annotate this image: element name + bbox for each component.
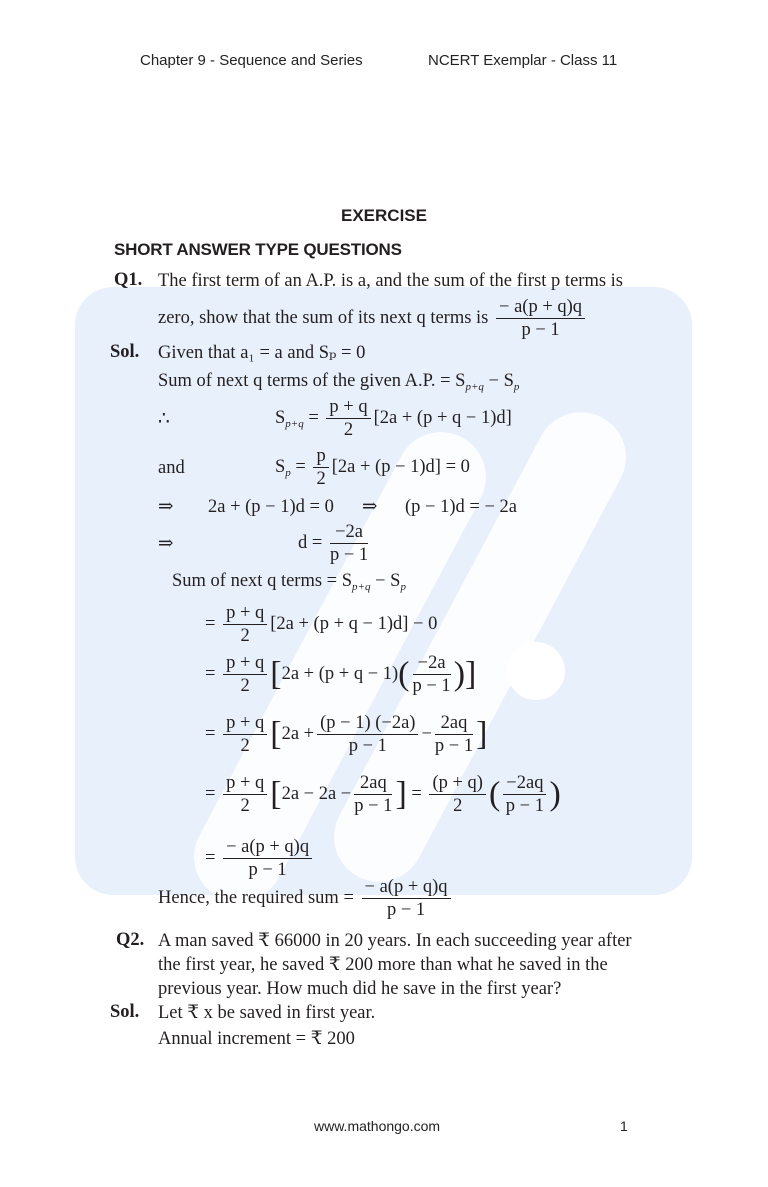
q1-text-line2: [158, 296, 588, 341]
q1-line2-text: zero, show that the sum of its next q terms is: [158, 307, 489, 328]
eq-step1: 2a + (p − 1)d = 0: [208, 497, 334, 517]
step-line-1: = $\frac{p + q}{2}$ [2a + (p + q − 1)d] − 0: [205, 603, 438, 646]
page-number: 1: [620, 1118, 628, 1134]
footer-url: www.mathongo.com: [314, 1118, 441, 1134]
eq-step1b: (p − 1)d = − 2a: [405, 497, 517, 517]
exercise-title: EXERCISE: [341, 206, 427, 225]
q1-label: Q1.: [114, 270, 143, 290]
step-line-3: = $\frac{p + q}{2}$ [2a + $\frac{(p - 1) (-2a)}{p - 1}$ − $\frac{2aq}{p - 1}$ ]: [205, 713, 488, 756]
therefore-symbol: ∴: [158, 409, 170, 429]
q2-line: the first year, he saved ₹ 200 more than what he saved in the: [158, 955, 608, 975]
q2-line: previous year. How much did he save in the first year?: [158, 979, 562, 999]
implies-symbol: ⇒: [362, 497, 378, 517]
sol1-given: Given that a₁ = a and Sₚ = 0: [158, 343, 366, 363]
hence-line: Hence, the required sum = $\frac{- a(p + q)q}{p - 1}$: [158, 876, 454, 921]
step-line-2: = $\frac{p + q}{2}$ [2a + (p + q − 1)( $\frac{-2a}{p - 1}$ )]: [205, 653, 477, 696]
and-label: and: [158, 458, 185, 478]
sol2-line: Annual increment = ₹ 200: [158, 1029, 355, 1049]
sol1-label: Sol.: [110, 342, 140, 362]
implies-symbol: ⇒: [158, 497, 174, 517]
watermark-dot: [507, 642, 565, 700]
section-heading: SHORT ANSWER TYPE QUESTIONS: [114, 240, 402, 259]
eq-s-pq: $S_{p+q}$ = $\frac{p + q}{2}$ [2a + (p + q − 1)d]: [275, 397, 512, 440]
sol2-label: Sol.: [110, 1002, 140, 1022]
q2-line: A man saved ₹ 66000 in 20 years. In each succeeding year after: [158, 931, 632, 951]
q1-text-line1: The first term of an A.P. is a, and the sum of the first p terms is: [158, 271, 623, 291]
eq-d: d = $\frac{-2a}{p - 1}$: [298, 522, 369, 565]
q1-fraction: $\frac{- a(p + q)q}{p - 1}$: [496, 296, 585, 341]
step-result: = $\frac{- a(p + q)q}{p - 1}$: [205, 836, 315, 881]
sol2-line: Let ₹ x be saved in first year.: [158, 1003, 376, 1023]
sum-next-q: Sum of next q terms = $S_{p+q} - S_p$: [172, 571, 406, 593]
eq-s-p: $S_p$ = $\frac{p}{2}$ [2a + (p − 1)d] = 0: [275, 446, 470, 489]
chapter-header: Chapter 9 - Sequence and Series: [140, 52, 363, 69]
implies-symbol: ⇒: [158, 534, 174, 554]
sol1-sum-next: Sum of next q terms of the given A.P. = $S_{p+q} - S_p$: [158, 371, 520, 393]
step-line-4: = $\frac{p + q}{2}$ [2a − 2a − $\frac{2aq}{p - 1}$ ] = $\frac{(p + q)}{2}$ ( $\frac{-2aq}{p - 1}$ ): [205, 773, 561, 816]
q2-label: Q2.: [116, 930, 145, 950]
book-header: NCERT Exemplar - Class 11: [428, 52, 618, 69]
